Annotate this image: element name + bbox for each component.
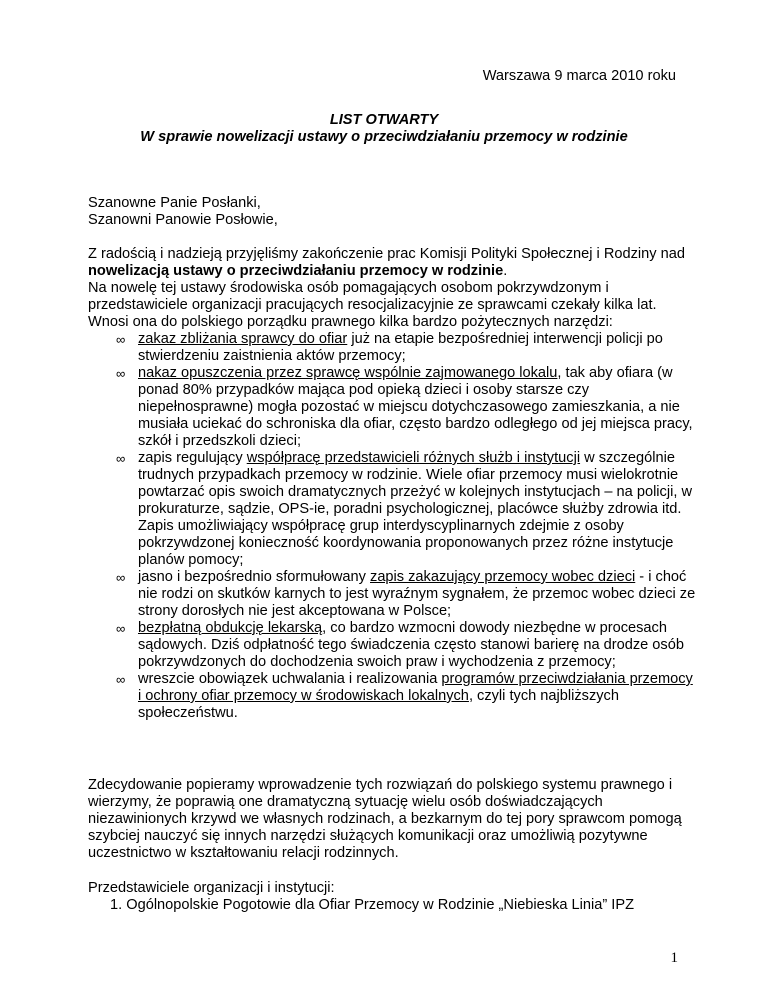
letter-date: Warszawa 9 marca 2010 roku <box>482 68 676 84</box>
item-text: zapis regulujący <box>138 450 247 466</box>
greeting-line-1: Szanowne Panie Posłanki, <box>88 195 261 211</box>
intro-p1 <box>88 246 688 280</box>
item-text: , co bardzo wzmocni dowody niezbędne w procesach sądowych. Dziś odpłatność tego świadczenia często stanowi barierę na drodze osób pokrzywdzonych do dochodzenia swoich praw i wychodzenia z przemocy; <box>138 620 684 670</box>
intro-p1-text: Z radością i nadzieją przyjęliśmy zakończenie prac Komisji Polityki Społecznej i Rodziny nad <box>88 246 685 262</box>
item-text: , czyli tych najbliższych społeczeństwu. <box>138 688 619 721</box>
infinity-bullet-icon: ∞ <box>116 621 126 636</box>
orgs-heading: Przedstawiciele organizacji i instytucji: <box>88 880 335 896</box>
item-text: wreszcie obowiązek uchwalania i realizowania <box>138 671 442 687</box>
intro-p1-bold: nowelizacją ustawy o przeciwdziałaniu przemocy w rodzinie <box>88 263 504 279</box>
list-item <box>88 620 698 671</box>
support-paragraph: Zdecydowanie popieramy wprowadzenie tych rozwiązań do polskiego systemu prawnego i wierzymy, że poprawią one dramatyczną sytuację wielu osób doświadczających niezawinionych krzywd we własnych rodzinach, a bezkarnym do tej pory sprawcom pomogą szybciej nauczyć się innych narzędzi służących komunikacji oraz umożliwią pozytywne uczestnictwo w kształtowaniu relacji rodzinnych. <box>88 777 682 861</box>
letter-title: LIST OTWARTY <box>329 112 439 128</box>
list-item <box>88 331 698 365</box>
item-underlined: zapis zakazujący przemocy wobec dzieci <box>370 569 636 585</box>
infinity-bullet-icon: ∞ <box>116 672 126 687</box>
infinity-bullet-icon: ∞ <box>116 451 126 466</box>
list-item <box>88 569 698 620</box>
item-underlined: bezpłatną obdukcję lekarską <box>138 620 323 636</box>
item-text: już na etapie bezpośredniej interwencji policji po stwierdzeniu zaistnienia aktów przemocy; <box>138 331 663 364</box>
infinity-bullet-icon: ∞ <box>116 570 126 585</box>
intro-paragraph <box>88 246 688 331</box>
infinity-bullet-icon: ∞ <box>116 366 126 381</box>
item-text: jasno i bezpośrednio sformułowany <box>138 569 371 585</box>
intro-p1-end: . <box>503 263 508 279</box>
intro-p2: Na nowelę tej ustawy środowiska osób pomagających osobom pokrzywdzonym i przedstawiciele organizacji pracujących resocjalizacyjnie ze sprawcami czekały kilka lat. <box>88 280 657 313</box>
list-item <box>88 671 698 722</box>
org-name: Ogólnopolskie Pogotowie dla Ofiar Przemocy w Rodzinie „Niebieska Linia” IPZ <box>126 897 635 913</box>
item-underlined: nakaz opuszczenia przez sprawcę wspólnie zajmowanego lokalu <box>138 365 558 381</box>
item-text: , tak aby ofiara (w ponad 80% przypadków mająca pod opieką dzieci i osoby starsze czy niepełnosprawne) mogła pozostać w miejscu dotychczasowego zamieszkania, a nie musiała uciekać do schroniska dla ofiar, często bardzo odległego od jej miejsca pracy, szkół i przedszkoli dzieci; <box>138 365 693 449</box>
item-text: w szczególnie trudnych przypadkach przemocy w rodzinie. Wiele ofiar przemocy musi wielokrotnie powtarzać opis swoich dramatycznych przeżyć w kolejnych instytucjach – na policji, w prokuraturze, sądzie, OPS-ie, poradni psychologicznej, placówce służby zdrowia itd. Zapis umożliwiający współpracę grup interdyscyplinarnych zdejmie z osoby pokrzywdzonej konieczność koordynowania proponowanych przez różne instytucje planów pomocy; <box>138 450 692 568</box>
org-list-item <box>110 897 634 914</box>
list-item <box>88 365 698 450</box>
page-number: 1 <box>670 950 678 966</box>
greeting <box>88 195 688 229</box>
intro-p3: Wnosi ona do polskiego porządku prawnego kilka bardzo pożytecznych narzędzi: <box>88 314 613 330</box>
item-underlined: programów przeciwdziałania przemocy i ochrony ofiar przemocy w środowiskach lokalnych <box>138 671 693 704</box>
letter-subtitle: W sprawie nowelizacji ustawy o przeciwdziałaniu przemocy w rodzinie <box>140 129 628 145</box>
tools-list <box>88 331 698 722</box>
infinity-bullet-icon: ∞ <box>116 332 126 347</box>
org-number: 1. <box>110 897 123 913</box>
item-text: - i choć nie rodzi on skutków karnych to jest wyraźnym sygnałem, że przemoc wobec dzieci ze strony dorosłych nie jest akceptowana w Polsce; <box>138 569 696 619</box>
item-underlined: zakaz zbliżania sprawcy do ofiar <box>138 331 348 347</box>
item-underlined: współpracę przedstawicieli różnych służb i instytucji <box>246 450 581 466</box>
list-item <box>88 450 698 569</box>
greeting-line-2: Szanowni Panowie Posłowie, <box>88 212 278 228</box>
